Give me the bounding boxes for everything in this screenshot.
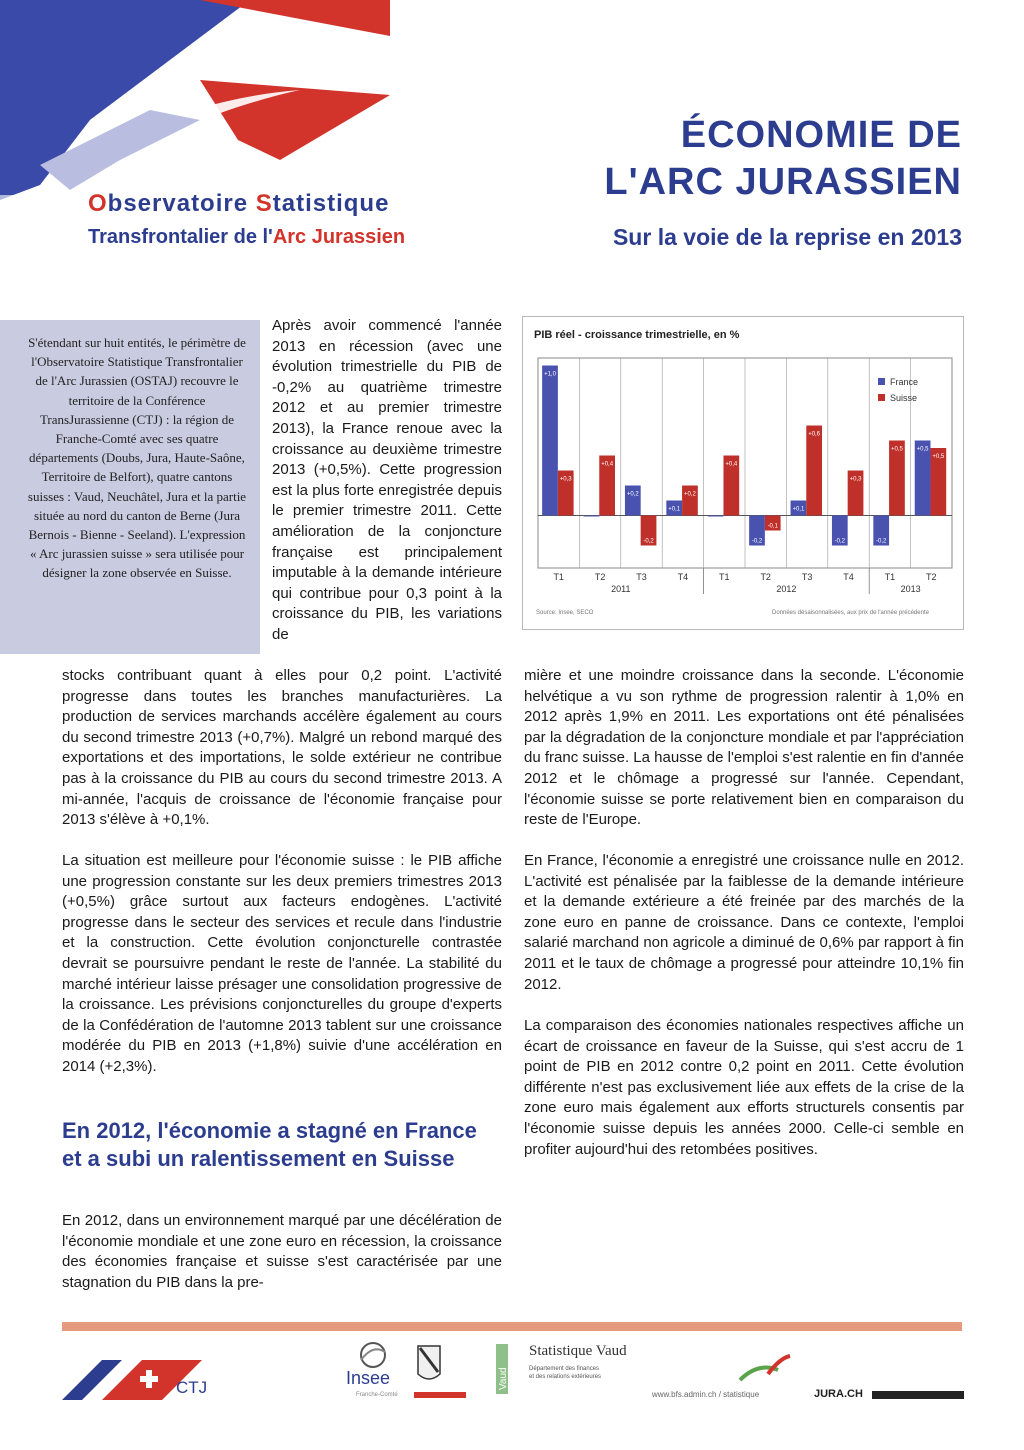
bar-suisse [682, 486, 698, 516]
bar-value-label: +0,5 [891, 446, 903, 453]
x-tick-label: T3 [801, 572, 813, 582]
logo-title [88, 190, 389, 218]
bar-value-label: +0,1 [668, 506, 681, 513]
bar-suisse [806, 426, 822, 516]
chart-title: PIB réel - croissance trimestrielle, en % [534, 329, 740, 341]
bar-france [542, 366, 558, 516]
bar-france [625, 486, 641, 516]
x-tick-label: T2 [760, 572, 771, 582]
bfs-red-swoosh [768, 1356, 790, 1374]
x-tick-label: T3 [636, 572, 647, 582]
bar-value-label: +0,2 [684, 491, 696, 498]
page-subtitle: Sur la voie de la reprise en 2013 [612, 224, 962, 250]
x-tick-label: T2 [926, 572, 937, 582]
insee-label: Insee [346, 1368, 391, 1388]
x-tick-label: T2 [594, 572, 606, 582]
bar-value-label: 0,0 [587, 521, 596, 528]
bar-value-label: +0,5 [916, 446, 929, 453]
logo-word-statistique: tatistique [272, 190, 390, 217]
jura-bar [872, 1391, 964, 1399]
bar-value-label: -0,2 [643, 538, 654, 545]
sidebar-text: S'étendant sur huit entités, le périmètre de l'Observatoire Statistique Transfrontalier de l'Arc Jurassien (OSTAJ) recouvre le territoire de la Conférence TransJurassienne (CTJ) : la région de Franche-Comté avec ses quatre départements (Doubs, Jura, Haute-Saône, Territoire de Belfort), quatre cantons suisses : Vaud, Neuchâtel, Jura et la partie située au nord du canton de Berne (Jura Bernois - Bienne - Seeland). L'expression « Arc jurassien suisse » sera utilisée pour désigner la zone observée en Suisse. [27, 335, 247, 581]
bar-value-label: +0,5 [932, 454, 945, 460]
bar-france [708, 516, 724, 517]
article-paragraph-2: stocks contribuant quant à elles pour 0,2 point. L'activité progresse dans toutes les branches manufacturières. La production de services marchands accélère également au cours du second trimestre 2013 (+0,7%). Malgré un rebond marqué des exportations et des importations, le solde extérieur ne contribue pas à la croissance du PIB au cours du second trimestre 2013. A mi-année, l'acquis de croissance de l'économie française pour 2013 s'élève à +0,1%. [62, 667, 502, 829]
ctj-label: CTJ [176, 1378, 208, 1397]
article-paragraph-7: En France, l'économie a enregistré une croissance nulle en 2012. L'activité est pénalisée par la faiblesse de la demande intérieure et la demande extérieure a été freinée par des marchés de la zone euro en panne de croissance. Dans ce contexte, l'emploi salarié marchand non agricole a diminué de 0,6% par rapport à fin 2011 et le taux de chômage a progressé pour atteindre 10,1% fin 2012. [524, 852, 964, 993]
insee-logo-mark [358, 1340, 388, 1368]
statistique-vaud-title: Statistique Vaud [529, 1343, 627, 1359]
bar-france [584, 516, 600, 517]
section-heading: En 2012, l'économie a stagné en France et a subi un ralentissement en Suisse [62, 1118, 477, 1171]
statistique-vaud-sub1: Département des finances [529, 1366, 600, 1372]
footer-rule [62, 1322, 962, 1331]
bar-value-label: +0,1 [792, 506, 805, 513]
chart-source: Source: Insee, SECO [536, 610, 594, 616]
bar-value-label: -0,2 [834, 538, 845, 545]
article-paragraph-6: mière et une moindre croissance dans la seconde. L'économie helvétique a vu son rythme de progression ralentir à 1,0% en 2012 après 1,9% en 2011. Les exportations ont été pénalisées par la dégradation de la conjoncture mondiale et par l'appréciation du franc suisse. La hausse de l'emploi s'est ralentie en fin d'année 2012 et le chômage a progressé sur l'année. Cependant, l'économie suisse se porte relativement bien en comparaison du reste de l'Europe. [524, 667, 964, 829]
bar-value-label: +0,2 [626, 491, 639, 498]
x-tick-label: T4 [677, 572, 689, 582]
x-year-label: 2013 [900, 584, 921, 594]
x-tick-label: T1 [884, 572, 896, 582]
article-paragraph-5: En 2012, dans un environnement marqué par une décélération de l'économie mondiale et une zone euro en récession, la croissance des économies française et suisse s'est caractérisée par une stagnation du PIB dans la pre- [62, 1212, 502, 1291]
logo-subtitle-part1: Transfrontalier de l' [88, 226, 273, 248]
bar-value-label: -0,2 [876, 538, 887, 545]
statistique-vaud-sub2: et des relations extérieures [529, 1374, 602, 1380]
page-title-line1: ÉCONOMIE DE [680, 114, 962, 156]
vaud-vertical-mark [496, 1344, 516, 1394]
bar-value-label: -0,1 [767, 523, 778, 530]
gdp-chart [530, 350, 956, 605]
bar-value-label: +0,3 [849, 476, 862, 483]
legend-label-suisse: Suisse [890, 393, 918, 403]
x-tick-label: T4 [843, 572, 854, 582]
vaud-vertical-text: Vaud [498, 1367, 509, 1390]
bfs-logo-mark [738, 1354, 792, 1384]
logo-subtitle-part2: Arc Jurassien [272, 226, 406, 248]
page-title [402, 112, 962, 206]
bern-crest-icon [414, 1344, 466, 1400]
x-year-label: 2011 [611, 584, 631, 594]
chart-note: Données désaisonnalisées, aux prix de l'année précédente [772, 610, 929, 616]
legend-swatch-suisse [878, 394, 885, 401]
bar-value-label: +0,6 [808, 431, 821, 438]
logo-word-observatoire: bservatoire [107, 190, 256, 217]
bar-value-label: -0,2 [751, 538, 763, 545]
footer-web-label: www.bfs.admin.ch / statistique [652, 1390, 760, 1399]
ctj-cross-h [140, 1376, 158, 1382]
crest-red-bar [414, 1392, 466, 1398]
x-tick-label: T1 [553, 572, 564, 582]
x-year-label: 2012 [776, 584, 797, 594]
bar-value-label: +0,4 [725, 461, 738, 468]
legend-swatch-france [878, 378, 885, 385]
logo-initial-o: O [88, 190, 108, 217]
insee-sublabel: Franche-Comté [356, 1392, 398, 1398]
logo-initial-s: S [255, 190, 273, 217]
bar-value-label: +1,0 [544, 371, 556, 378]
bar-value-label: +0,4 [601, 461, 614, 468]
page-title-line2: L'ARC JURASSIEN [604, 161, 962, 203]
x-tick-label: T1 [719, 572, 730, 582]
article-paragraph-3: La situation est meilleure pour l'économie suisse : le PIB affiche une progression constante sur les deux premiers trimestres 2013 (+0,5%) grâce surtout aux facteurs endogènes. L'activité progresse dans le secteur des services et recule dans l'industrie et la construction. Cette évolution conjoncturelle contrastée devrait se poursuivre pendant le reste de l'année. La stabilité du marché intérieur laisse présager une consolidation progressive de la croissance. Les prévisions conjoncturelles du groupe d'experts de la Confédération de l'automne 2013 tablent sur une croissance modérée du PIB en 2013 (+1,8%) suivie d'une accélération en 2014 (+2,3%). [62, 852, 502, 1075]
bar-value-label: +0,3 [559, 476, 572, 483]
jura-label: JURA.CH [814, 1388, 863, 1400]
legend-label-france: France [890, 377, 919, 387]
bar-value-label: 0,0 [711, 521, 720, 528]
article-paragraph-1: Après avoir commencé l'année 2013 en récession (avec une évolution trimestrielle du PIB de -0,2% au quatrième trimestre 2012 et au premier trimestre 2013), la France renoue avec la croissance au deuxième trimestre 2013 (+0,5%). Cette progression est la plus forte enregistrée depuis le premier trimestre 2011. Cette amélioration de la conjoncture française est principalement imputable à la demande intérieure qui contribue pour 0,3 point à la croissance du PIB, les variations de [272, 317, 502, 643]
logo-subtitle [88, 226, 405, 249]
article-paragraph-8: La comparaison des économies nationales respectives affiche un écart de croissance en faveur de la Suisse, qui s'est accru de 1 point de PIB en 2012 contre 0,2 point en 2011. Cette évolution différente n'est pas exclusivement liée aux effets de la crise de la zone euro mais également aux efforts structurels consentis par l'économie suisse depuis les années 2000. Celle-ci semble en profiter aujourd'hui des retombées positives. [524, 1017, 964, 1158]
insee-arc [361, 1349, 385, 1360]
